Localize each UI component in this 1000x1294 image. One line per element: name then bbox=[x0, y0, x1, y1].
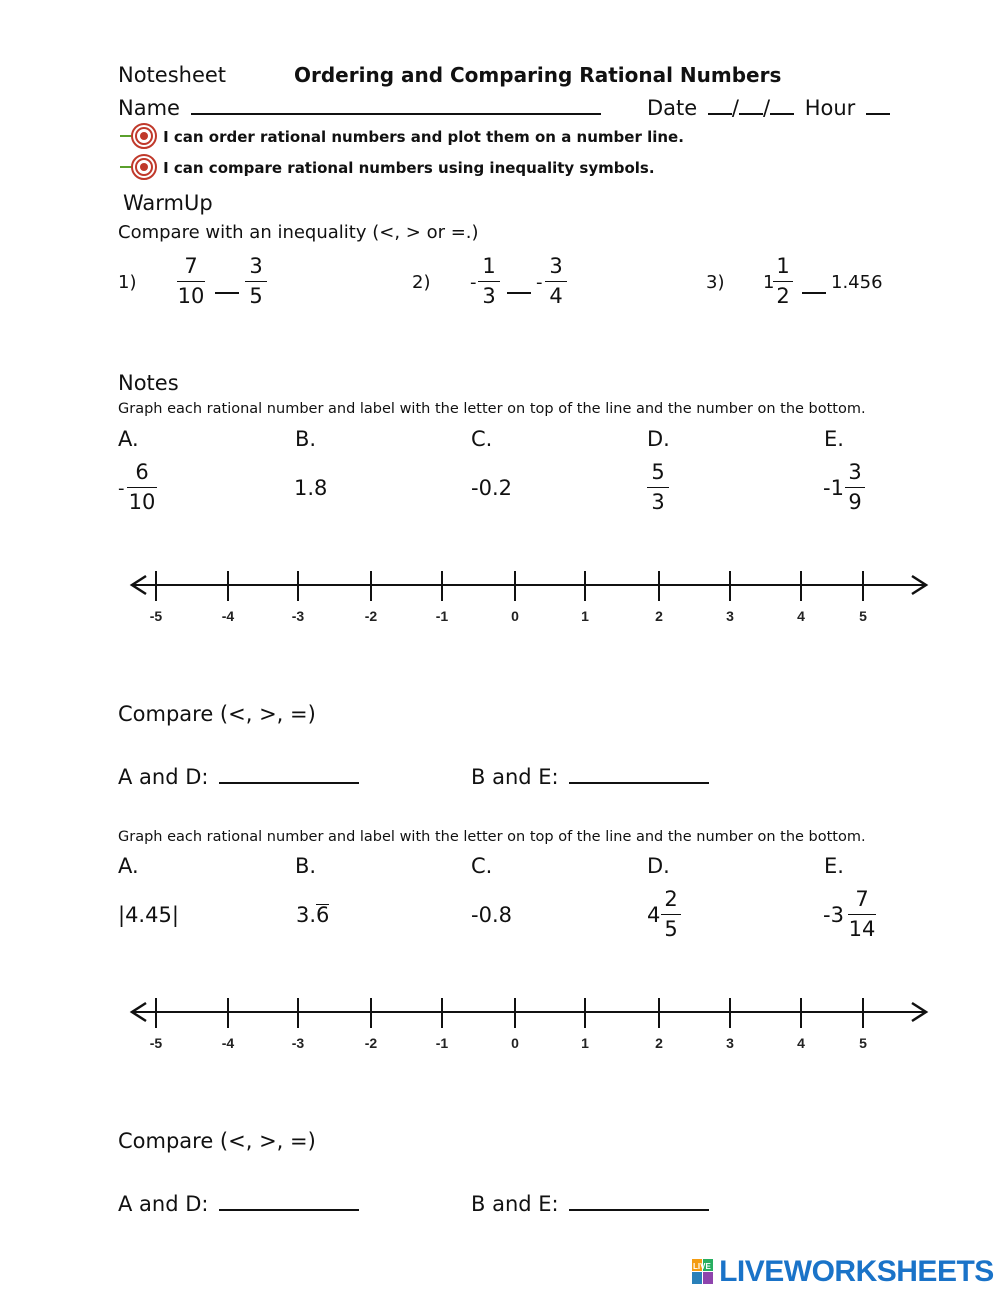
letter-b: B. bbox=[295, 854, 317, 878]
date-hour-row bbox=[647, 96, 890, 120]
compare-be-row-2 bbox=[471, 1192, 709, 1216]
date-day-field[interactable] bbox=[739, 112, 763, 115]
fraction-7-10: 7 10 bbox=[177, 254, 205, 308]
tick-label: -5 bbox=[149, 608, 163, 624]
tick-label: -3 bbox=[291, 608, 305, 624]
compare-be-field[interactable] bbox=[569, 1208, 709, 1211]
answer-blank-1[interactable] bbox=[215, 292, 239, 294]
warmup-title: WarmUp bbox=[123, 191, 213, 215]
notes-title: Notes bbox=[118, 371, 179, 395]
fraction-1-3: 1 3 bbox=[478, 256, 500, 307]
tick-label: 3 bbox=[726, 608, 734, 624]
answer-blank-2[interactable] bbox=[507, 292, 531, 294]
letter-c: C. bbox=[471, 854, 493, 878]
tick-label: 2 bbox=[655, 608, 663, 624]
letter-a: A. bbox=[118, 427, 139, 451]
tick-label: 3 bbox=[726, 1035, 734, 1051]
answer-blank-3[interactable] bbox=[802, 292, 826, 294]
compare-be-field[interactable] bbox=[569, 781, 709, 784]
value-d-fraction: 2 5 bbox=[661, 889, 681, 940]
compare-title-2: Compare (<, >, =) bbox=[118, 1129, 316, 1153]
decimal-value: 1.456 bbox=[831, 272, 883, 293]
compare-be-row-1 bbox=[471, 765, 709, 789]
letter-c: C. bbox=[471, 427, 493, 451]
date-year-field[interactable] bbox=[770, 112, 794, 115]
liveworksheets-logo-icon bbox=[692, 1259, 714, 1285]
value-a-fraction: 6 10 bbox=[128, 460, 156, 514]
number-line-1[interactable] bbox=[124, 566, 934, 636]
value-e-fraction: 7 14 bbox=[848, 887, 876, 941]
tick-label: 0 bbox=[511, 1035, 519, 1051]
compare-ad-row-2 bbox=[118, 1192, 359, 1216]
tick-label: 1 bbox=[581, 608, 589, 624]
liveworksheets-logo bbox=[692, 1255, 994, 1289]
tick-label: -4 bbox=[221, 1035, 235, 1051]
letter-e: E. bbox=[824, 854, 844, 878]
warmup-instruction: Compare with an inequality (<, > or =.) bbox=[118, 222, 479, 243]
tick-label: 4 bbox=[797, 608, 805, 624]
tick-label: 4 bbox=[797, 1035, 805, 1051]
learning-target-text: I can compare rational numbers using inequality symbols. bbox=[163, 159, 655, 177]
compare-be-label: B and E: bbox=[471, 765, 559, 789]
value-a: |4.45| bbox=[118, 903, 179, 927]
notes-instruction: Graph each rational number and label with the letter on top of the line and the number on the bottom. bbox=[118, 401, 866, 417]
negative-sign: - bbox=[118, 478, 125, 499]
learning-target-text: I can order rational numbers and plot them on a number line. bbox=[163, 128, 684, 146]
date-separator: / bbox=[762, 96, 771, 120]
learning-target-2 bbox=[118, 153, 655, 183]
negative-sign: - bbox=[536, 272, 543, 293]
hour-label: Hour bbox=[804, 96, 856, 120]
page-title: Ordering and Comparing Rational Numbers bbox=[294, 63, 782, 87]
tick-label: -1 bbox=[435, 608, 449, 624]
tick-label: -4 bbox=[221, 608, 235, 624]
name-field[interactable] bbox=[191, 112, 601, 115]
logo-icon-text: LIVE bbox=[693, 1262, 711, 1271]
target-icon bbox=[118, 153, 158, 183]
value-c: -0.2 bbox=[471, 476, 512, 500]
mixed-whole: 1 bbox=[763, 272, 775, 293]
tick-label: -1 bbox=[435, 1035, 449, 1051]
compare-title-1: Compare (<, >, =) bbox=[118, 702, 316, 726]
tick-label: 2 bbox=[655, 1035, 663, 1051]
letter-a: A. bbox=[118, 854, 139, 878]
name-label: Name bbox=[118, 96, 180, 120]
set2-instruction: Graph each rational number and label with the letter on top of the line and the number on the bottom. bbox=[118, 829, 866, 845]
tick-label: 1 bbox=[581, 1035, 589, 1051]
hour-field[interactable] bbox=[866, 112, 890, 115]
letter-d: D. bbox=[647, 854, 670, 878]
problem-1-label: 1) bbox=[118, 272, 137, 293]
learning-target-1 bbox=[118, 122, 684, 152]
notesheet-label: Notesheet bbox=[118, 63, 227, 87]
tick-label: -5 bbox=[149, 1035, 163, 1051]
date-separator: / bbox=[731, 96, 739, 120]
compare-be-label: B and E: bbox=[471, 1192, 559, 1216]
value-d-whole: 4 bbox=[647, 903, 661, 927]
tick-label: 5 bbox=[859, 1035, 867, 1051]
date-month-field[interactable] bbox=[708, 112, 732, 115]
compare-ad-label: A and D: bbox=[118, 1192, 209, 1216]
compare-ad-row-1 bbox=[118, 765, 359, 789]
compare-ad-field[interactable] bbox=[219, 1208, 359, 1211]
letter-d: D. bbox=[647, 427, 670, 451]
fraction-3-4: 3 4 bbox=[545, 256, 567, 307]
date-label: Date bbox=[647, 96, 698, 120]
repeating-digit: 6 bbox=[316, 903, 330, 927]
compare-ad-field[interactable] bbox=[219, 781, 359, 784]
problem-3-label: 3) bbox=[706, 272, 725, 293]
value-c: -0.8 bbox=[471, 903, 512, 927]
value-e-whole: -3 bbox=[823, 903, 844, 927]
target-icon bbox=[118, 122, 158, 152]
fraction-3-5: 3 5 bbox=[245, 256, 267, 307]
value-b: 1.8 bbox=[294, 476, 328, 500]
tick-label: -2 bbox=[364, 608, 378, 624]
fraction-1-2: 1 2 bbox=[773, 256, 793, 307]
compare-ad-label: A and D: bbox=[118, 765, 209, 789]
tick-label: 5 bbox=[859, 608, 867, 624]
logo-text: LIVEWORKSHEETS bbox=[719, 1255, 994, 1288]
value-d-fraction: 5 3 bbox=[647, 462, 669, 513]
tick-label: 0 bbox=[511, 608, 519, 624]
value-e-whole: -1 bbox=[823, 476, 844, 500]
problem-2-label: 2) bbox=[412, 272, 431, 293]
value-b-repeating: 3.6 bbox=[296, 903, 330, 927]
tick-label: -3 bbox=[291, 1035, 305, 1051]
letter-e: E. bbox=[824, 427, 844, 451]
tick-label: -2 bbox=[364, 1035, 378, 1051]
value-e-fraction: 3 9 bbox=[845, 462, 865, 513]
negative-sign: - bbox=[470, 272, 477, 293]
number-line-2[interactable] bbox=[124, 993, 934, 1063]
name-row bbox=[118, 96, 601, 120]
letter-b: B. bbox=[295, 427, 317, 451]
